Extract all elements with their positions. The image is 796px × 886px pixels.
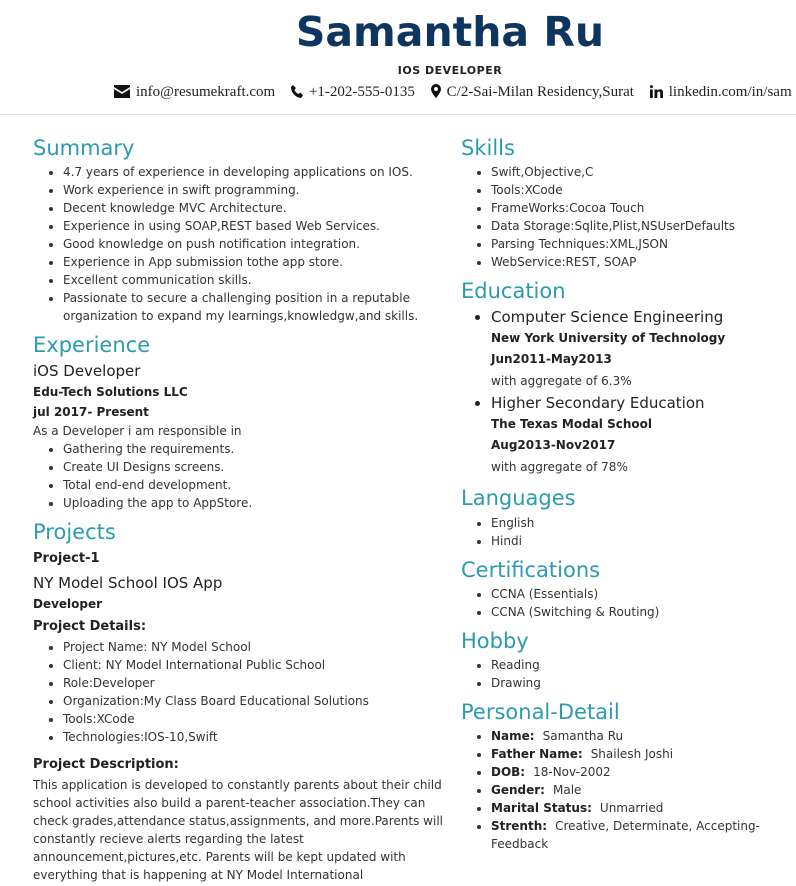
list-item: • Good knowledge on push notification integration.	[63, 235, 443, 253]
list-item	[491, 799, 781, 817]
list-item: • Project Name: NY Model School	[63, 638, 443, 656]
list-item: • Reading	[491, 656, 781, 674]
contact-bar	[114, 84, 796, 101]
detail-value: Shailesh Joshi	[590, 747, 674, 762]
list-item: • Drawing	[491, 674, 781, 692]
personal-detail-list	[461, 727, 781, 853]
list-item: • Create UI Designs screens.	[63, 458, 443, 476]
skills-list	[461, 163, 781, 271]
education-entry-details	[461, 414, 781, 478]
detail-label: DOB:	[491, 765, 526, 780]
job-title: iOS Developer	[33, 362, 141, 381]
detail-value: Unmarried	[599, 801, 664, 816]
detail-label: Name:	[491, 729, 535, 744]
list-item: • 4.7 years of experience in developing applications on IOS.	[63, 163, 443, 181]
map-marker-icon	[431, 84, 441, 98]
education-heading: Education	[461, 279, 566, 304]
languages-list	[461, 514, 781, 550]
education-degree: • Computer Science Engineering	[491, 306, 781, 328]
hobby-list	[461, 656, 781, 692]
certifications-list	[461, 585, 781, 621]
job-dates: jul 2017- Present	[33, 405, 149, 420]
education-school: New York University of Technology	[491, 331, 726, 346]
left-column	[33, 128, 443, 884]
list-item	[491, 763, 781, 781]
linkedin-icon	[650, 85, 663, 98]
project-label: Project-1	[33, 550, 100, 566]
list-item: • Organization:My Class Board Educational Solutions	[63, 692, 443, 710]
list-item: • Hindi	[491, 532, 781, 550]
list-item: • Experience in App submission tothe app store.	[63, 253, 443, 271]
list-item: • Data Storage:Sqlite,Plist,NSUserDefaults	[491, 217, 781, 235]
list-item: • Experience in using SOAP,REST based Web Services.	[63, 217, 443, 235]
education-dates: Aug2013-Nov2017	[491, 438, 616, 453]
list-item: • Role:Developer	[63, 674, 443, 692]
list-item	[491, 781, 781, 799]
detail-value: Male	[552, 783, 582, 798]
list-item: • Total end-end development.	[63, 476, 443, 494]
contact-phone[interactable]	[291, 84, 415, 101]
envelope-icon	[114, 85, 130, 98]
list-item: • Tools:XCode	[63, 710, 443, 728]
project-name: NY Model School IOS App	[33, 573, 223, 592]
list-item: • Swift,Objective,C	[491, 163, 781, 181]
projects-heading: Projects	[33, 520, 116, 545]
resume-header	[0, 0, 796, 115]
skills-heading: Skills	[461, 136, 515, 160]
detail-label: Strenth:	[491, 819, 548, 834]
detail-label: Marital Status:	[491, 801, 592, 816]
education-dates: Jun2011-May2013	[491, 352, 612, 367]
candidate-role: IOS DEVELOPER	[397, 64, 503, 77]
list-item: • WebService:REST, SOAP	[491, 253, 781, 271]
detail-value: Creative, Determinate, Accepting-Feedback	[491, 819, 760, 852]
linkedin-text: linkedin.com/in/sam	[668, 84, 792, 100]
right-column	[461, 128, 781, 853]
contact-address	[431, 84, 634, 101]
languages-heading: Languages	[461, 486, 576, 511]
list-item: • Passionate to secure a challenging position in a reputable organization to expand my learnings,knowledgw,and skills.	[63, 289, 443, 325]
project-role: Developer	[33, 596, 103, 611]
education-grade: with aggregate of 78%	[491, 460, 628, 475]
detail-value: Samantha Ru	[542, 729, 624, 744]
hobby-heading: Hobby	[461, 628, 529, 653]
list-item	[491, 745, 781, 763]
phone-icon	[291, 85, 303, 98]
list-item: • Uploading the app to AppStore.	[63, 494, 443, 512]
list-item: • FrameWorks:Cocoa Touch	[491, 199, 781, 217]
education-entry-details	[461, 328, 781, 392]
list-item: • Technologies:IOS-10,Swift	[63, 728, 443, 746]
experience-heading: Experience	[33, 333, 151, 358]
contact-linkedin[interactable]	[650, 84, 792, 101]
list-item: • CCNA (Switching & Routing)	[491, 603, 781, 621]
personal-detail-heading: Personal-Detail	[461, 699, 620, 724]
list-item: • Excellent communication skills.	[63, 271, 443, 289]
list-item: • Parsing Techniques:XML,JSON	[491, 235, 781, 253]
list-item	[491, 817, 781, 853]
list-item: • Work experience in swift programming.	[63, 181, 443, 199]
detail-value: 18-Nov-2002	[533, 765, 611, 780]
project-details-list	[33, 638, 443, 746]
address-text: C/2-Sai-Milan Residency,Surat	[446, 84, 634, 100]
summary-list	[33, 163, 443, 325]
education-school: The Texas Modal School	[491, 417, 652, 432]
project-description-heading: Project Description:	[33, 756, 179, 772]
phone-text: +1-202-555-0135	[308, 84, 415, 100]
list-item	[491, 727, 781, 745]
detail-label: Father Name:	[491, 747, 583, 762]
project-description: This application is developed to constantly parents about their child school activities also build a parent-teacher association.They can check grades,attendance status,assignments, and more.Parents will constantly recieve alerts regarding the latest announcement,pictures,etc. Parents will be kept updated with everything that is happening at NY Model International	[33, 777, 443, 882]
candidate-name: Samantha Ru	[295, 8, 605, 56]
certifications-heading: Certifications	[461, 557, 601, 582]
project-details-heading: Project Details:	[33, 618, 147, 634]
experience-list	[33, 440, 443, 512]
list-item: • Tools:XCode	[491, 181, 781, 199]
detail-label: Gender:	[491, 783, 545, 798]
list-item: • English	[491, 514, 781, 532]
education-list	[461, 392, 781, 414]
education-grade: with aggregate of 6.3%	[491, 374, 632, 389]
company-name: Edu-Tech Solutions LLC	[33, 385, 188, 400]
education-list	[461, 306, 781, 328]
list-item: • Gathering the requirements.	[63, 440, 443, 458]
contact-email[interactable]	[114, 84, 275, 101]
list-item: • CCNA (Essentials)	[491, 585, 781, 603]
list-item: • Client: NY Model International Public School	[63, 656, 443, 674]
job-intro: As a Developer i am responsible in	[33, 424, 242, 439]
email-text: info@resumekraft.com	[136, 84, 276, 100]
list-item: • Decent knowledge MVC Architecture.	[63, 199, 443, 217]
summary-heading: Summary	[33, 136, 135, 160]
education-degree: • Higher Secondary Education	[491, 392, 781, 414]
